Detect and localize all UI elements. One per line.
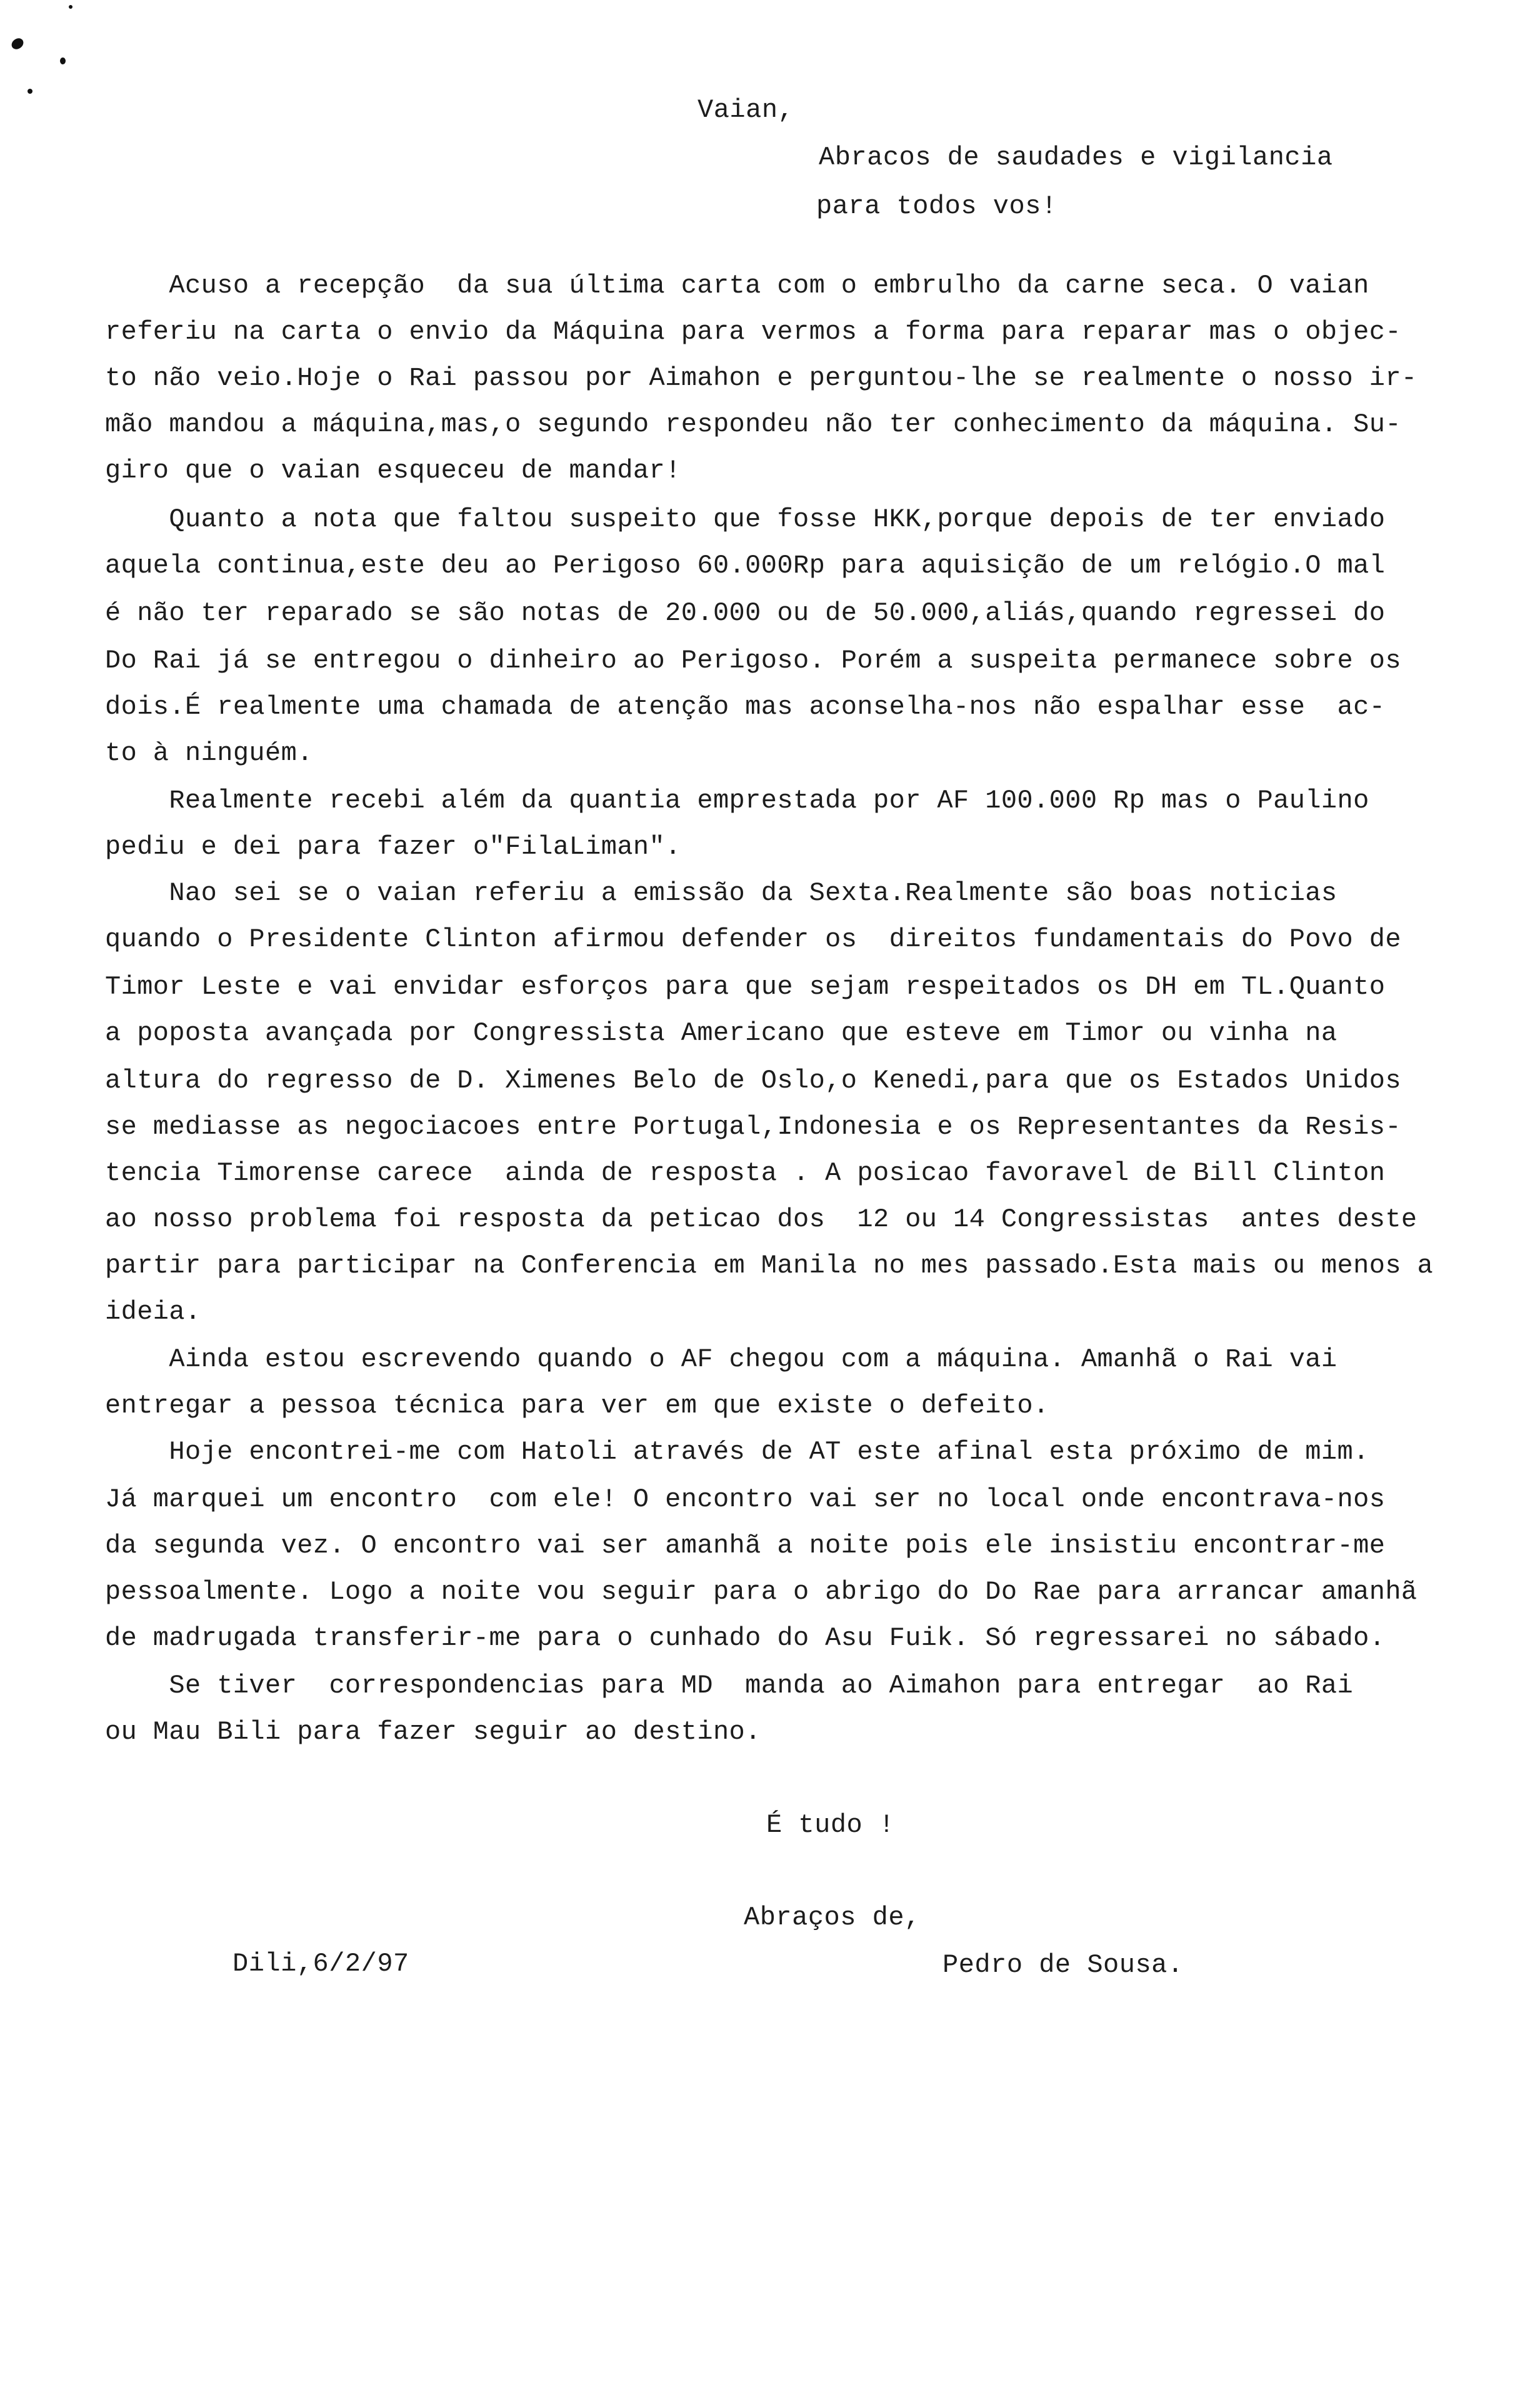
body-line: to não veio.Hoje o Rai passou por Aimahon e perguntou-lhe se realmente o nosso ir- [105,363,1418,393]
body-line: ou Mau Bili para fazer seguir ao destino. [105,1717,761,1747]
body-line: de madrugada transferir-me para o cunhado do Asu Fuik. Só regressarei no sábado. [105,1623,1386,1653]
body-line: Do Rai já se entregou o dinheiro ao Perigoso. Porém a suspeita permanece sobre os [105,646,1401,676]
body-line: ideia. [105,1297,201,1327]
body-line: se mediasse as negociacoes entre Portugal,Indonesia e os Representantes da Resis- [105,1112,1401,1142]
salutation: Vaian, [698,95,794,125]
body-line: ao nosso problema foi resposta da peticao dos 12 ou 14 Congressistas antes deste [105,1204,1418,1234]
greeting-line-2: para todos vos! [816,191,1058,221]
body-line: Ainda estou escrevendo quando o AF chegou com a máquina. Amanhã o Rai vai [105,1344,1338,1374]
body-line: pessoalmente. Logo a noite vou seguir para o abrigo do Do Rae para arrancar amanhã [105,1577,1418,1607]
body-line: dois.É realmente uma chamada de atenção mas aconselha-nos não espalhar esse ac- [105,692,1386,722]
body-line: to à ninguém. [105,738,313,768]
body-line: Nao sei se o vaian referiu a emissão da Sexta.Realmente são boas noticias [105,878,1338,908]
body-line: a poposta avançada por Congressista Americano que esteve em Timor ou vinha na [105,1018,1338,1048]
body-line: Se tiver correspondencias para MD manda ao Aimahon para entregar ao Rai [105,1671,1354,1701]
ink-speck [9,36,26,52]
ink-speck [28,89,32,94]
body-line: entregar a pessoa técnica para ver em que existe o defeito. [105,1391,1049,1421]
body-line: Quanto a nota que faltou suspeito que fosse HKK,porque depois de ter enviado [105,504,1386,534]
body-line: aquela continua,este deu ao Perigoso 60.000Rp para aquisição de um relógio.O mal [105,551,1386,581]
body-line: quando o Presidente Clinton afirmou defender os direitos fundamentais do Povo de [105,924,1401,954]
body-line: tencia Timorense carece ainda de resposta . A posicao favoravel de Bill Clinton [105,1158,1386,1188]
ink-speck [60,58,66,64]
signature: Pedro de Sousa. [942,1950,1184,1980]
body-line: Acuso a recepção da sua última carta com o embrulho da carne seca. O vaian [105,271,1369,301]
body-line: da segunda vez. O encontro vai ser amanhã a noite pois ele insistiu encontrar-me [105,1531,1386,1561]
closing: É tudo ! [766,1810,895,1840]
body-line: mão mandou a máquina,mas,o segundo respondeu não ter conhecimento da máquina. Su- [105,409,1401,439]
body-line: partir para participar na Conferencia em Manila no mes passado.Esta mais ou menos a [105,1251,1434,1281]
body-line: é não ter reparado se são notas de 20.000 ou de 50.000,aliás,quando regressei do [105,598,1386,628]
body-line: referiu na carta o envio da Máquina para vermos a forma para reparar mas o objec- [105,317,1401,347]
body-line: Hoje encontrei-me com Hatoli através de AT este afinal esta próximo de mim. [105,1437,1369,1467]
sign-off: Abraços de, [744,1902,921,1932]
body-line: giro que o vaian esqueceu de mandar! [105,456,681,486]
body-line: Já marquei um encontro com ele! O encontro vai ser no local onde encontrava-nos [105,1484,1386,1514]
place-date: Dili,6/2/97 [232,1949,409,1979]
greeting-line-1: Abracos de saudades e vigilancia [819,142,1333,172]
body-line: pediu e dei para fazer o"FilaLiman". [105,832,681,862]
body-line: altura do regresso de D. Ximenes Belo de Oslo,o Kenedi,para que os Estados Unidos [105,1066,1401,1096]
ink-speck [69,5,72,9]
body-line: Realmente recebi além da quantia emprestada por AF 100.000 Rp mas o Paulino [105,786,1369,816]
body-line: Timor Leste e vai envidar esforços para que sejam respeitados os DH em TL.Quanto [105,972,1386,1002]
